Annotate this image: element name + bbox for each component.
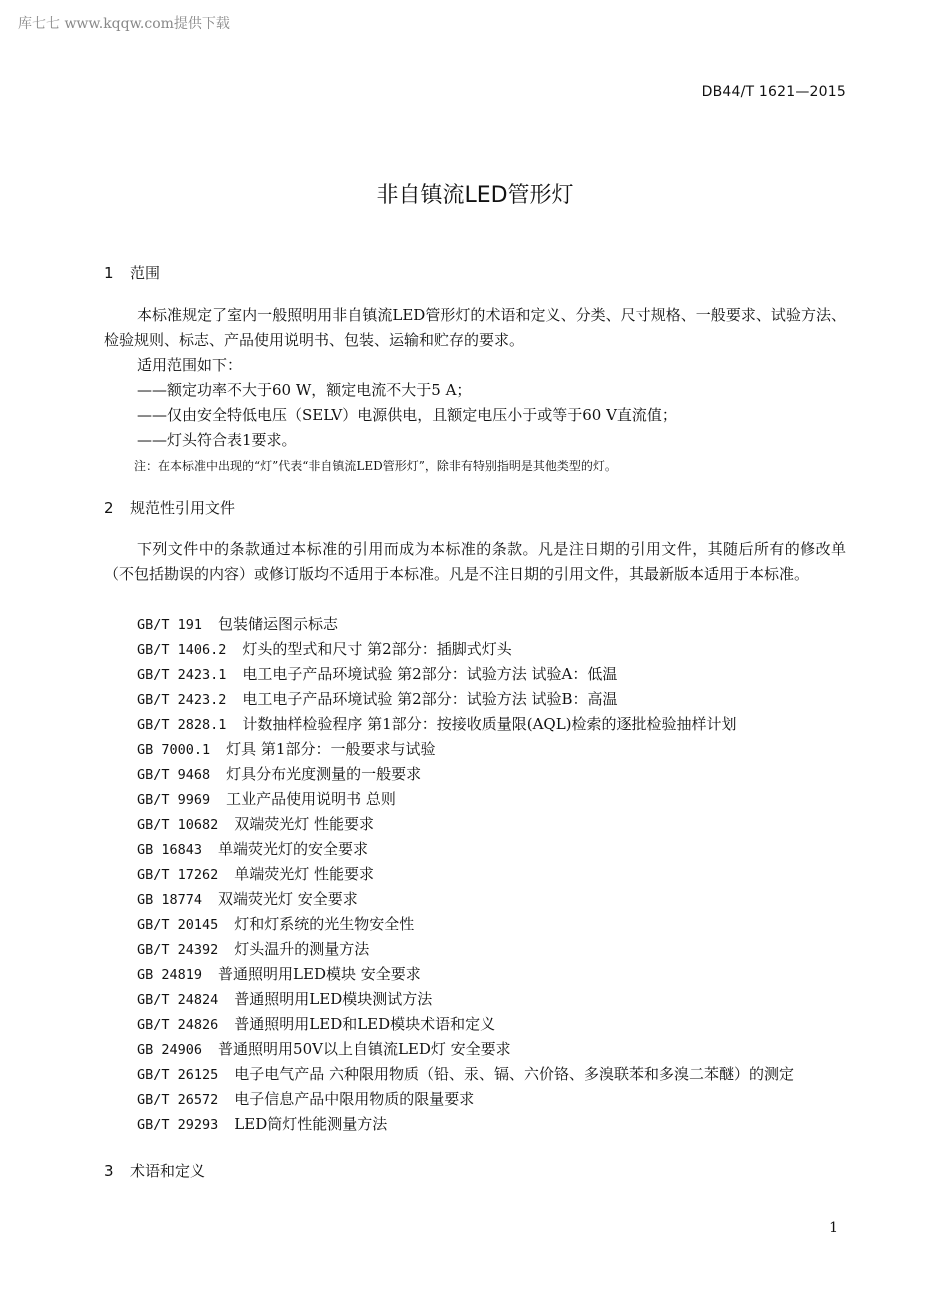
reference-title: 灯和灯系统的光生物安全性 <box>234 915 415 933</box>
scope-paragraph: 本标准规定了室内一般照明用非自镇流LED管形灯的术语和定义、分类、尺寸规格、一般要求、试验方法、检验规则、标志、产品使用说明书、包装、运输和贮存的要求。 <box>104 306 846 349</box>
reference-list <box>137 612 794 1137</box>
section-title: 规范性引用文件 <box>130 499 236 517</box>
reference-item <box>137 987 794 1012</box>
reference-code: GB/T 29293 <box>137 1117 219 1133</box>
reference-title: 电子电气产品 六种限用物质（铅、汞、镉、六价铬、多溴联苯和多溴二苯醚）的测定 <box>234 1065 795 1083</box>
scope-item: ——灯头符合表1要求。 <box>137 431 297 449</box>
reference-item <box>137 1062 794 1087</box>
reference-title: 计数抽样检验程序 第1部分：按接收质量限(AQL)检索的逐批检验抽样计划 <box>242 715 737 733</box>
reference-code: GB/T 26572 <box>137 1092 219 1108</box>
reference-item <box>137 787 794 812</box>
scope-note: 注：在本标准中出现的“灯”代表“非自镇流LED管形灯”，除非有特别指明是其他类型的灯。 <box>134 459 617 473</box>
reference-item <box>137 662 794 687</box>
section-number: 2 <box>104 499 114 517</box>
reference-item <box>137 687 794 712</box>
reference-title: 电工电子产品环境试验 第2部分：试验方法 试验B：高温 <box>242 690 618 708</box>
reference-title: 普通照明用LED模块 安全要求 <box>218 965 421 983</box>
scope-item: ——仅由安全特低电压（SELV）电源供电，且额定电压小于或等于60 V直流值； <box>137 406 677 424</box>
reference-title: 灯具分布光度测量的一般要求 <box>226 765 422 783</box>
section-number: 1 <box>104 264 114 282</box>
reference-title: 普通照明用50V以上自镇流LED灯 安全要求 <box>218 1040 511 1058</box>
reference-title: LED筒灯性能测量方法 <box>234 1115 388 1133</box>
reference-code: GB/T 2423.1 <box>137 667 227 683</box>
reference-title: 普通照明用LED和LED模块术语和定义 <box>234 1015 496 1033</box>
reference-code: GB/T 2423.2 <box>137 692 227 708</box>
reference-title: 灯头温升的测量方法 <box>234 940 370 958</box>
scope-item: ——额定功率不大于60 W，额定电流不大于5 A； <box>137 381 472 399</box>
reference-item <box>137 812 794 837</box>
reference-code: GB 24819 <box>137 967 203 983</box>
section-number: 3 <box>104 1162 114 1180</box>
reference-code: GB/T 17262 <box>137 867 219 883</box>
reference-item <box>137 1087 794 1112</box>
scope-intro: 适用范围如下： <box>137 356 243 374</box>
section-title: 术语和定义 <box>130 1162 206 1180</box>
reference-title: 普通照明用LED模块测试方法 <box>234 990 433 1008</box>
reference-title: 双端荧光灯 安全要求 <box>218 890 358 908</box>
reference-code: GB/T 26125 <box>137 1067 219 1083</box>
reference-title: 包装储运图示标志 <box>218 615 339 633</box>
reference-code: GB/T 9969 <box>137 792 211 808</box>
reference-title: 单端荧光灯的安全要求 <box>218 840 369 858</box>
reference-code: GB/T 24826 <box>137 1017 219 1033</box>
section-1-heading <box>104 262 160 283</box>
reference-code: GB 18774 <box>137 892 203 908</box>
reference-item <box>137 862 794 887</box>
reference-item <box>137 962 794 987</box>
section-2-heading <box>104 497 235 518</box>
reference-item <box>137 712 794 737</box>
reference-code: GB 7000.1 <box>137 742 211 758</box>
reference-item <box>137 1112 794 1137</box>
reference-title: 灯头的型式和尺寸 第2部分：插脚式灯头 <box>242 640 512 658</box>
reference-title: 电工电子产品环境试验 第2部分：试验方法 试验A：低温 <box>242 665 618 683</box>
reference-code: GB 24906 <box>137 1042 203 1058</box>
document-title: 非自镇流LED管形灯 <box>376 183 574 208</box>
reference-code: GB/T 20145 <box>137 917 219 933</box>
reference-item <box>137 737 794 762</box>
reference-code: GB/T 24392 <box>137 942 219 958</box>
section-3-heading <box>104 1160 205 1181</box>
reference-title: 工业产品使用说明书 总则 <box>226 790 396 808</box>
reference-code: GB/T 1406.2 <box>137 642 227 658</box>
page-number: 1 <box>829 1220 838 1236</box>
reference-code: GB/T 191 <box>137 617 203 633</box>
reference-item <box>137 887 794 912</box>
reference-title: 单端荧光灯 性能要求 <box>234 865 375 883</box>
reference-item <box>137 837 794 862</box>
standard-code: DB44/T 1621—2015 <box>701 84 846 100</box>
reference-code: GB/T 24824 <box>137 992 219 1008</box>
reference-item <box>137 1012 794 1037</box>
reference-code: GB 16843 <box>137 842 203 858</box>
reference-title: 灯具 第1部分：一般要求与试验 <box>226 740 436 758</box>
reference-item <box>137 612 794 637</box>
reference-item <box>137 637 794 662</box>
reference-item <box>137 912 794 937</box>
section-title: 范围 <box>130 264 161 282</box>
reference-code: GB/T 9468 <box>137 767 211 783</box>
watermark-text: 库七七 www.kqqw.com提供下载 <box>18 16 230 32</box>
reference-title: 双端荧光灯 性能要求 <box>234 815 375 833</box>
reference-code: GB/T 10682 <box>137 817 219 833</box>
reference-item <box>137 1037 794 1062</box>
reference-item <box>137 762 794 787</box>
reference-title: 电子信息产品中限用物质的限量要求 <box>234 1090 475 1108</box>
reference-item <box>137 937 794 962</box>
references-paragraph: 下列文件中的条款通过本标准的引用而成为本标准的条款。凡是注日期的引用文件，其随后所有的修改单（不包括勘误的内容）或修订版均不适用于本标准。凡是不注日期的引用文件，其最新版本适用于本标准。 <box>104 540 846 583</box>
reference-code: GB/T 2828.1 <box>137 717 227 733</box>
